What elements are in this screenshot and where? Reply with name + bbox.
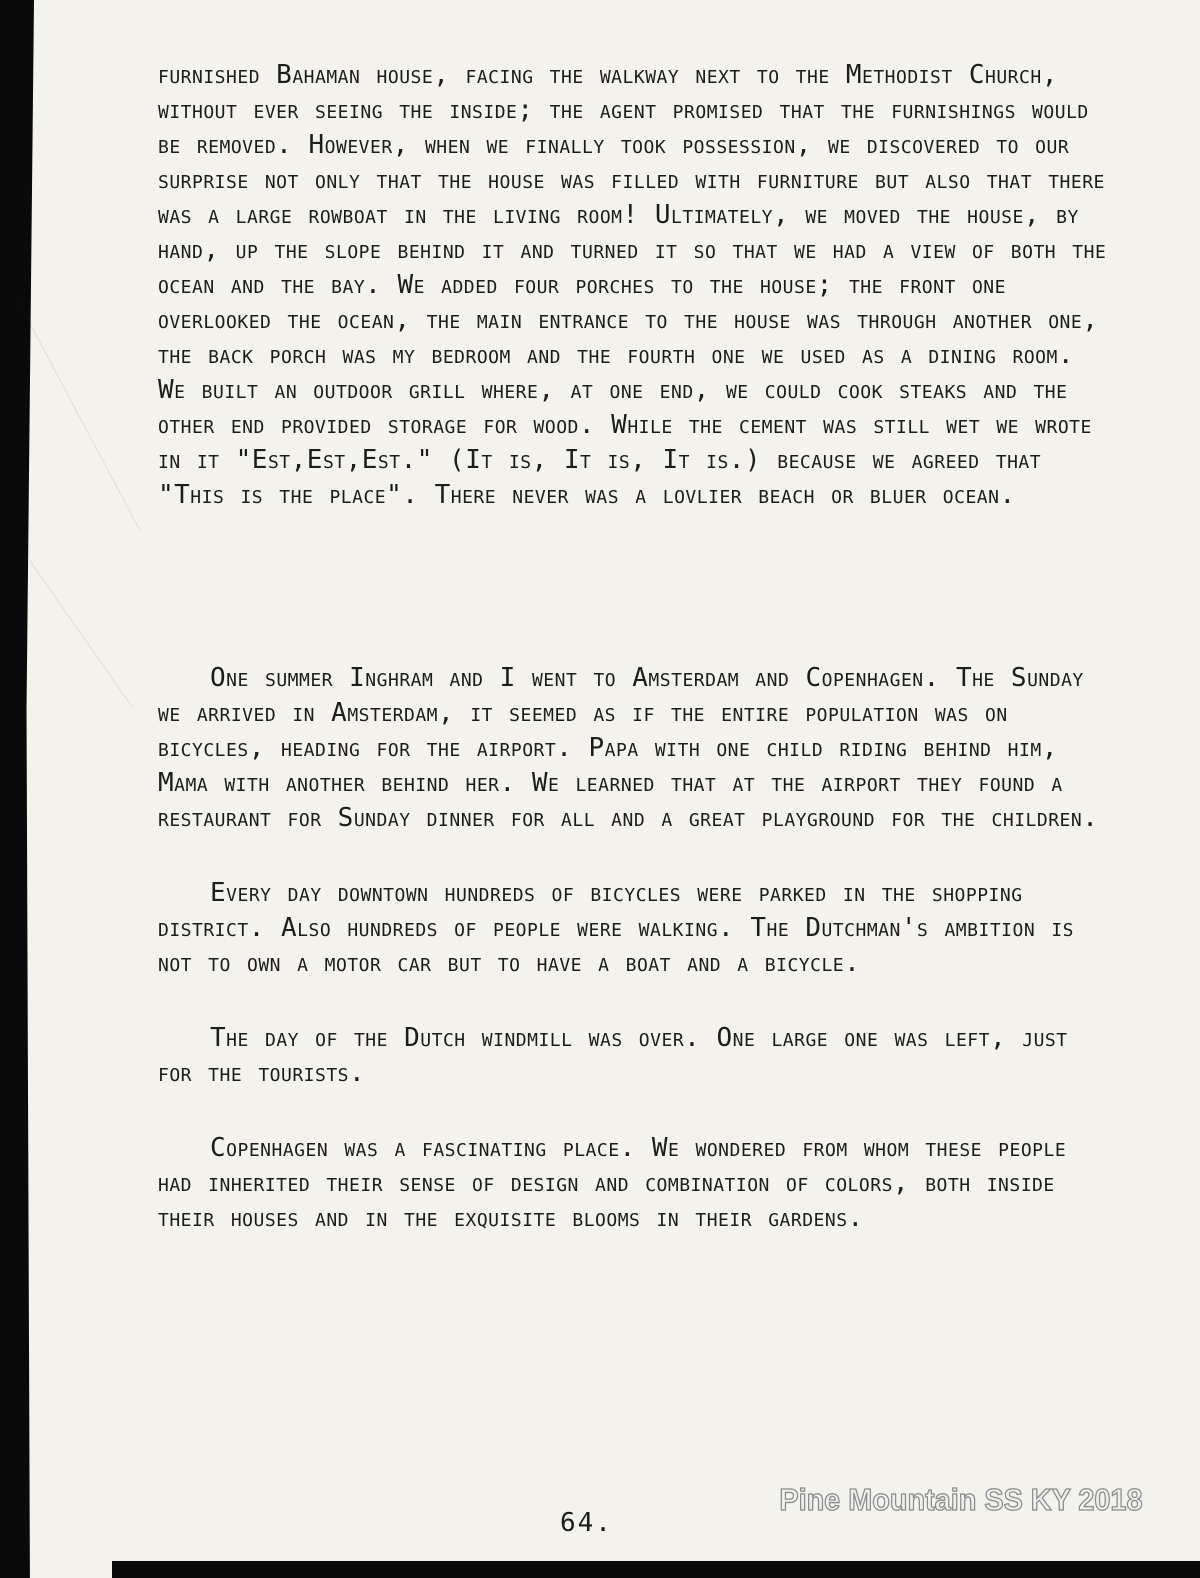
- body-paragraph: Every day downtown hundreds of bicycles were parked in the shopping district. Also hundreds of people were walking. The Dutchman's ambition is not to own a motor car but to have a boat and a bicycle.: [158, 878, 1074, 978]
- body-paragraph: Copenhagen was a fascinating place. We wondered from whom these people had inherited their sense of design and combination of colors, both inside their houses and in the exquisite blooms in their gardens.: [158, 1133, 1067, 1233]
- body-paragraph: furnished Bahaman house, facing the walkway next to the Methodist Church, without ever seeing the inside; the agent promised that the furnishings would be removed. However, when we finally took possession, we discovered to our surprise not only that the house was filled with furniture but also that there was a large rowboat in the living room! Ultimately, we moved the house, by hand, up the slope behind it and turned it so that we had a view of both the ocean and the bay. We added four porches to the house; the front one overlooked the ocean, the main entrance to the house was through another one, the back porch was my bedroom and the fourth one we used as a dining room. We built an outdoor grill where, at one end, we could cook steaks and the other end provided storage for wood. While the cement was still wet we wrote in it "Est,Est,Est." (It is, It is, It is.) because we agreed that "This is the place". There never was a lovlier beach or bluer ocean.: [158, 60, 1107, 510]
- body-paragraph: One summer Inghram and I went to Amsterdam and Copenhagen. The Sunday we arrived in Amsterdam, it seemed as if the entire population was on bicycles, heading for the airport. Papa with one child riding behind him, Mama with another behind her. We learned that at the airport they found a restaurant for Sunday dinner for all and a great playground for the children.: [158, 663, 1099, 833]
- page-number: 64.: [560, 1508, 613, 1538]
- scan-edge-bottom: [112, 1561, 1200, 1578]
- body-paragraph: The day of the Dutch windmill was over. One large one was left, just for the tourists.: [158, 1023, 1068, 1088]
- watermark: Pine Mountain SS KY 2018: [778, 1482, 1142, 1517]
